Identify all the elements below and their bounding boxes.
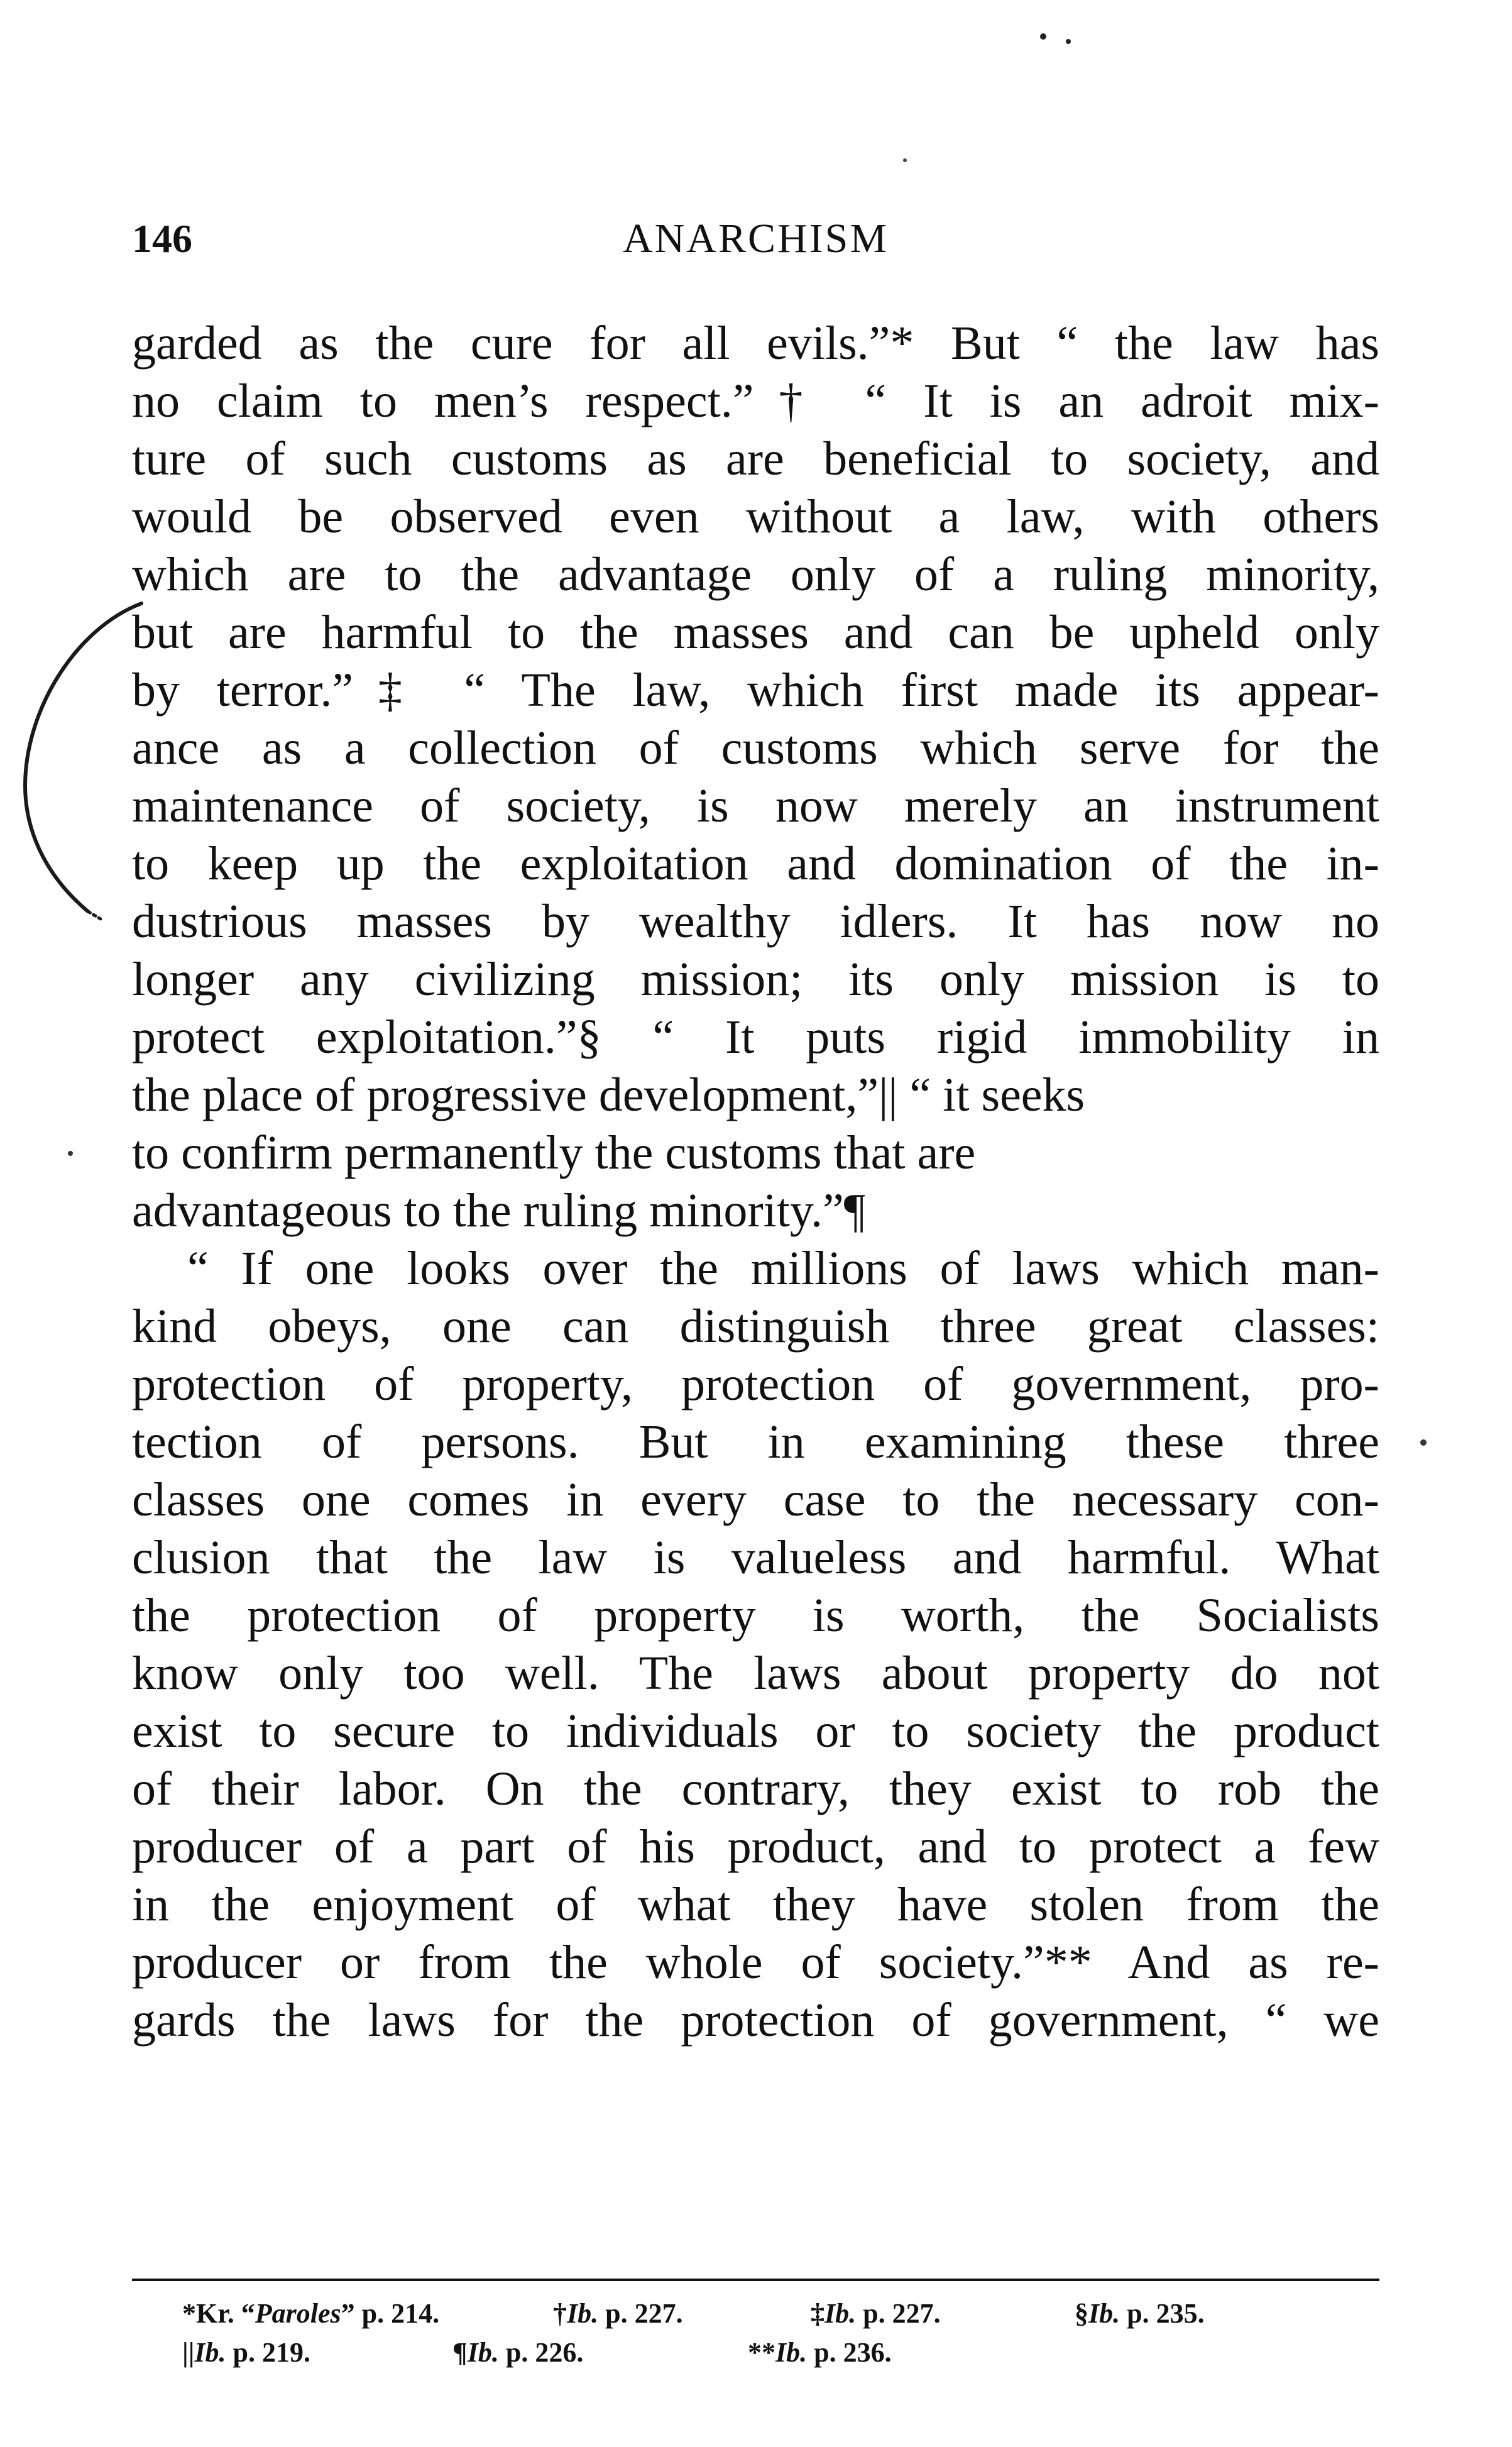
text-line: dustrious masses by wealthy idlers. It has now no [132, 895, 1379, 948]
text-line: clusion that the law is valueless and harmful. What [132, 1531, 1379, 1584]
text-line: producer or from the whole of society.”** And as re- [132, 1936, 1379, 1989]
text-line: garded as the cure for all evils.”* But “ the law has [132, 317, 1379, 370]
running-head [132, 211, 1379, 267]
text-line: “ If one looks over the millions of laws which man- [187, 1242, 1379, 1295]
footnote: *Kr. “Paroles” p. 214. [182, 2298, 440, 2329]
text-line: no claim to men’s respect.”† “ It is an adroit mix- [132, 375, 1379, 427]
text-line: would be observed even without a law, with others [132, 490, 1379, 543]
text-line: producer of a part of his product, and to protect a few [132, 1820, 1379, 1873]
footnotes [182, 2294, 1364, 2372]
text-line: ture of such customs as are beneficial to society, and [132, 432, 1379, 485]
text-line: tection of persons. But in examining these three [132, 1416, 1379, 1468]
footnote: ‡Ib. p. 227. [811, 2298, 941, 2329]
footnote-rule [132, 2279, 1379, 2281]
text-line: to confirm permanently the customs that are [132, 1126, 976, 1179]
text-line: the protection of property is worth, the Socialists [132, 1589, 1379, 1642]
body-text [132, 314, 1379, 2049]
text-line: to keep up the exploitation and domination of the in- [132, 837, 1379, 890]
text-line: protect exploitation.”§ “ It puts rigid immobility in [132, 1011, 1379, 1064]
running-title: ANARCHISM [622, 216, 889, 261]
footnote: ¶Ib. p. 226. [452, 2337, 584, 2368]
footnote-row [182, 2333, 1364, 2372]
footnote: †Ib. p. 227. [553, 2298, 683, 2329]
footnote: ||Ib. p. 219. [182, 2337, 310, 2368]
text-line: the place of progressive development,”|| “ it seeks [132, 1069, 1085, 1121]
text-line: ance as a collection of customs which serve for the [132, 722, 1379, 774]
text-line: protection of property, protection of government, pro- [132, 1358, 1379, 1410]
text-line: which are to the advantage only of a ruling minority, [132, 548, 1379, 601]
footnote: **Ib. p. 236. [748, 2337, 892, 2368]
page-number: 146 [132, 216, 192, 261]
text-line: but are harmful to the masses and can be upheld only [132, 606, 1379, 659]
text-line: classes one comes in every case to the necessary con- [132, 1473, 1379, 1526]
text-line: kind obeys, one can distinguish three great classes: [132, 1300, 1379, 1353]
text-line: longer any civilizing mission; its only mission is to [132, 953, 1379, 1006]
text-line: maintenance of society, is now merely an instrument [132, 779, 1379, 832]
text-line: by terror.”‡ “ The law, which first made its appear- [132, 664, 1379, 717]
text-line: exist to secure to individuals or to society the product [132, 1705, 1379, 1757]
text-line: advantageous to the ruling minority.”¶ [132, 1184, 866, 1237]
text-line: gards the laws for the protection of government, “ we [132, 1994, 1379, 2047]
footnote: §Ib. p. 235. [1075, 2298, 1205, 2329]
footnote-row [182, 2294, 1364, 2333]
text-line: of their labor. On the contrary, they exist to rob the [132, 1762, 1379, 1815]
text-line: in the enjoyment of what they have stolen from the [132, 1878, 1379, 1931]
text-line: know only too well. The laws about property do not [132, 1647, 1379, 1700]
